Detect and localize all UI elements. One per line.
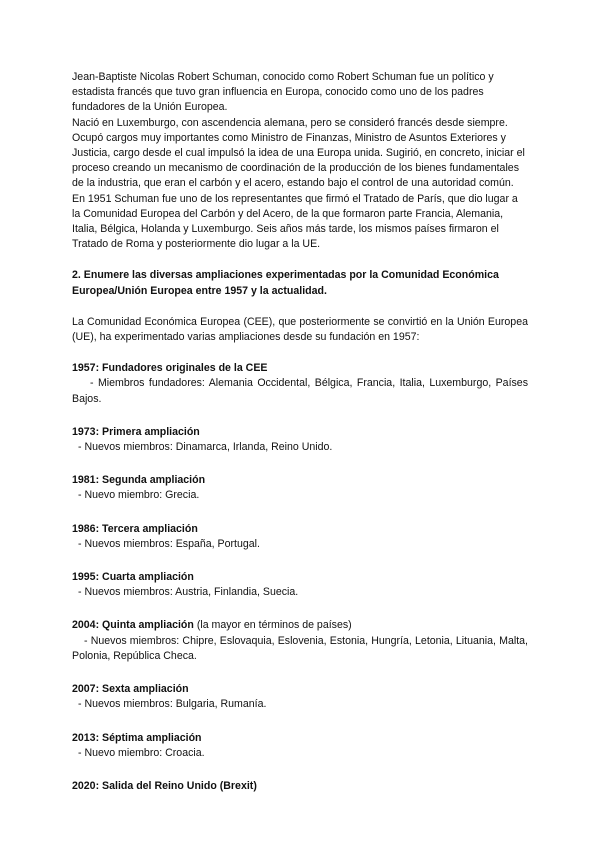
entry-title-text: 2004: Quinta ampliación xyxy=(72,619,194,632)
intro-paragraph: Nació en Luxemburgo, con ascendencia alemana, pero se consideró francés desde siempre. Ocupó cargos muy importantes como Ministro de Finanzas, Ministro de Asuntos Exteriores y Justicia, cargo desde el cual impulsó la idea de una Europa unida. Sugirió, en concreto, iniciar el proceso creando un mecanismo de coordinación de la producción de los bienes fundamentales de la industria, que eran el carbón y el acero, estando bajo el control de una autoridad común. xyxy=(72,116,525,190)
enlargement-entry xyxy=(72,361,528,407)
entry-text: - Nuevos miembros: Bulgaria, Rumanía. xyxy=(78,698,267,711)
entry-title: 1986: Tercera ampliación xyxy=(72,522,198,535)
enlargement-entry xyxy=(72,618,528,664)
entry-title-note: (la mayor en términos de países) xyxy=(193,619,352,632)
entry-text: - Nuevos miembros: Chipre, Eslovaquia, Eslovenia, Estonia, Hungría, Letonia, Lituania, Malta, Polonia, República Checa. xyxy=(72,634,528,662)
intro-paragraph: En 1951 Schuman fue uno de los representantes que firmó el Tratado de París, que dio lugar a la Comunidad Europea del Carbón y del Acero, de la que formaron parte Francia, Alemania, Italia, Bélgica, Holanda y Luxemburgo. Seis años más tarde, los mismos países firmaron el Tratado de Roma y posteriormente dio lugar a la UE. xyxy=(72,192,518,251)
entry-title: 1995: Cuarta ampliación xyxy=(72,571,194,584)
entry-title: 1981: Segunda ampliación xyxy=(72,474,206,487)
enlargement-entry xyxy=(72,731,528,761)
question-heading: 2. Enumere las diversas ampliaciones experimentadas por la Comunidad Económica Europea/Unión Europea entre 1957 y la actualidad. xyxy=(72,269,499,297)
entry-title: 2020: Salida del Reino Unido (Brexit) xyxy=(72,779,257,792)
entry-title xyxy=(72,618,528,633)
entry-title: 2013: Séptima ampliación xyxy=(72,731,202,744)
enlargement-entry xyxy=(72,682,528,712)
enlargement-entry xyxy=(72,473,528,503)
entry-text: - Miembros fundadores: Alemania Occidental, Bélgica, Francia, Italia, Luxemburgo, Países Bajos. xyxy=(72,377,528,405)
entry-title: 2007: Sexta ampliación xyxy=(72,683,189,696)
entry-title: 1973: Primera ampliación xyxy=(72,425,200,438)
entry-text: - Nuevos miembros: España, Portugal. xyxy=(78,537,260,550)
enlargement-entry xyxy=(72,779,528,794)
answer-lead-paragraph: La Comunidad Económica Europea (CEE), que posteriormente se convirtió en la Unión Europea (UE), ha experimentado varias ampliaciones desde su fundación en 1957: xyxy=(72,315,528,344)
enlargement-entry xyxy=(72,570,528,600)
enlargement-entry xyxy=(72,425,528,455)
intro-paragraph: Jean-Baptiste Nicolas Robert Schuman, conocido como Robert Schuman fue un político y estadista francés que tuvo gran influencia en Europa, conocido como uno de los padres fundadores de la Unión Europea. xyxy=(72,71,494,114)
intro-section xyxy=(72,70,528,252)
enlargement-entry xyxy=(72,522,528,552)
entry-title: 1957: Fundadores originales de la CEE xyxy=(72,362,268,375)
document-page xyxy=(72,70,528,794)
entry-text: - Nuevo miembro: Grecia. xyxy=(78,489,200,502)
entry-text: - Nuevos miembros: Austria, Finlandia, Suecia. xyxy=(78,586,299,599)
entry-text: - Nuevos miembros: Dinamarca, Irlanda, Reino Unido. xyxy=(78,441,333,454)
entry-text: - Nuevo miembro: Croacia. xyxy=(78,746,205,759)
